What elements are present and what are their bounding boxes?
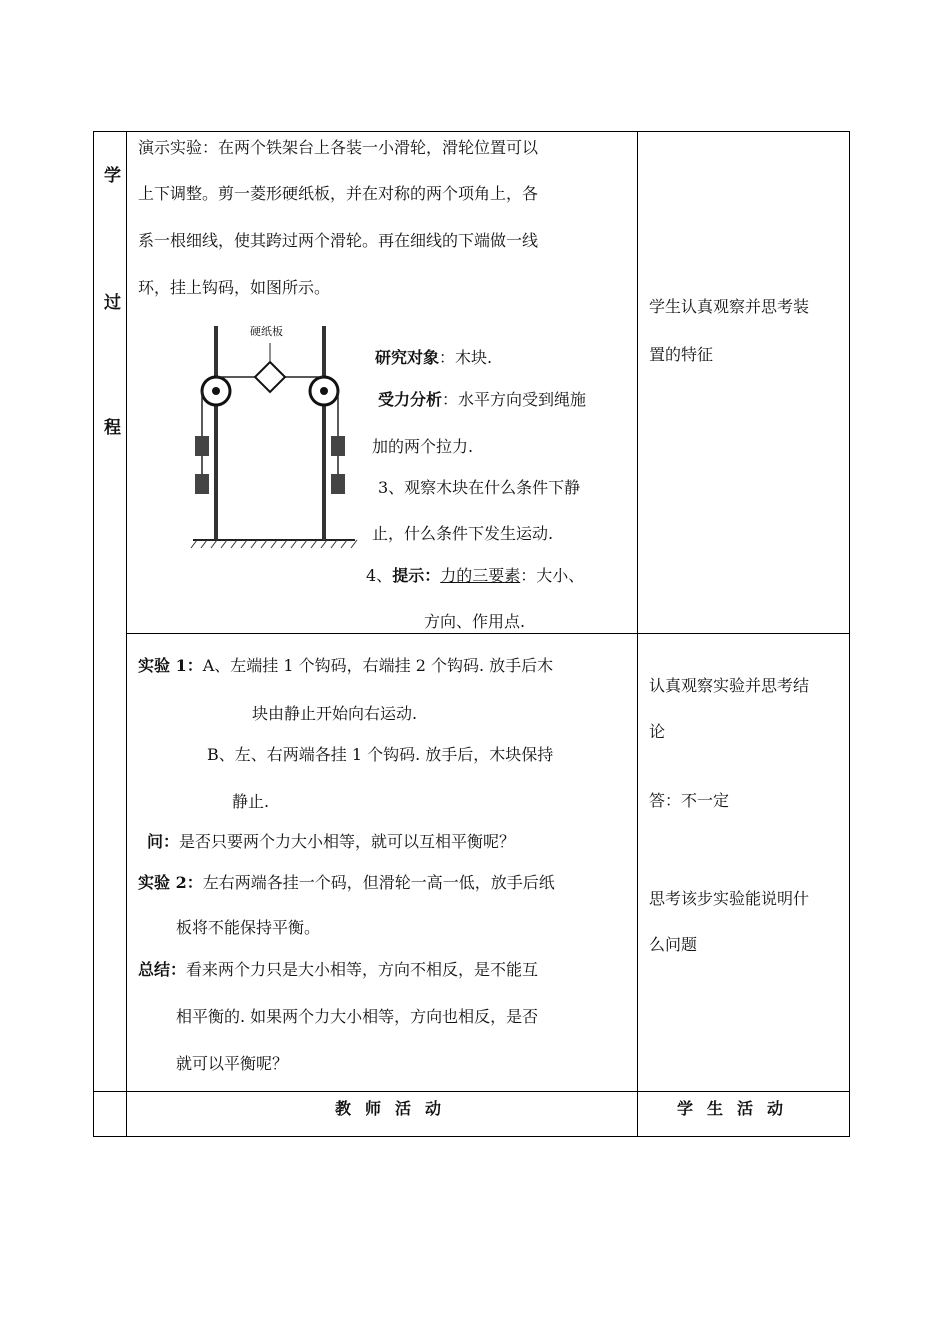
exp1-label: 实验 1：: [138, 656, 203, 675]
question-text: 是否只要两个力大小相等，就可以互相平衡呢？: [179, 832, 516, 851]
row-label-char-2: 过: [104, 293, 121, 313]
table-right-border: [849, 131, 850, 1137]
research-object: [375, 348, 492, 368]
intro-line-2: 上下调整。剪一菱形硬纸板，并在对称的两个项角上，各: [138, 184, 539, 203]
force-value-line-2: 加的两个拉力.: [372, 437, 474, 456]
exp2-line-2: 板将不能保持平衡。: [176, 918, 321, 937]
summary-line-2: 相平衡的. 如果两个力大小相等，方向也相反，是否: [176, 1007, 539, 1026]
student-note-2-line-1: 认真观察实验并思考结: [649, 676, 810, 695]
footer-divider: [93, 1091, 850, 1092]
exp2-text: 左右两端各挂一个码，但滑轮一高一低，放手后纸: [202, 873, 555, 892]
question-line: [147, 832, 515, 852]
exp1-a-line-1: [138, 656, 553, 676]
summary-line-3: 就可以平衡呢？: [176, 1054, 289, 1073]
student-note-2-line-4: 么问题: [649, 935, 698, 954]
hint-line-1: [366, 566, 584, 586]
table-left-border: [93, 131, 94, 1137]
row-divider: [126, 633, 850, 634]
exp1-b-line-2: 静止.: [232, 792, 270, 811]
student-note-1-line-2: 置的特征: [649, 345, 714, 364]
force-analysis: [378, 390, 586, 410]
row-label-char-3: 程: [104, 418, 121, 438]
exp1-b-line-1: B、左、右两端各挂 1 个钩码. 放手后，木块保持: [207, 745, 554, 764]
hint-rest: ：大小、: [520, 566, 585, 585]
hint-label: 提示：: [392, 566, 441, 585]
summary-label: 总结：: [138, 960, 187, 979]
exp2-line-1: [138, 873, 555, 893]
table-top-border: [93, 131, 850, 132]
question-label: 问：: [147, 832, 180, 851]
column-divider-1: [126, 131, 127, 1137]
intro-line-3: 系一根细线，使其跨过两个滑轮。再在细线的下端做一线: [138, 231, 539, 250]
force-label: 受力分析: [378, 390, 443, 409]
hint-term: 力的三要素: [440, 566, 521, 585]
intro-line-4: 环，挂上钩码，如图所示。: [138, 278, 331, 297]
student-activity-header: 学生活动: [677, 1099, 798, 1118]
item3-line-2: 止，什么条件下发生运动.: [372, 524, 554, 543]
column-divider-2: [637, 131, 638, 1137]
force-value: ：水平方向受到绳施: [442, 390, 587, 409]
research-label: 研究对象: [375, 348, 440, 367]
student-note-2-line-2: 论: [649, 722, 666, 741]
figure-board-label: 硬纸板: [250, 325, 283, 338]
hint-line-2: 方向、作用点.: [424, 612, 526, 631]
intro-line-1: 演示实验：在两个铁架台上各装一小滑轮，滑轮位置可以: [138, 138, 539, 157]
student-note-2-line-3: 思考该步实验能说明什: [649, 889, 810, 908]
summary-line-1: [138, 960, 538, 980]
exp1-a-line-2: 块由静止开始向右运动.: [252, 704, 418, 723]
summary-text: 看来两个力只是大小相等，方向不相反，是不能互: [186, 960, 539, 979]
hint-number: 4、: [366, 566, 393, 585]
table-bottom-border: [93, 1136, 850, 1137]
exp2-label: 实验 2：: [138, 873, 203, 892]
row-label-char-1: 学: [104, 166, 121, 186]
pulley-apparatus-figure: [185, 318, 365, 556]
student-note-1-line-1: 学生认真观察并思考装: [649, 297, 810, 316]
item3-line-1: 3、观察木块在什么条件下静: [378, 478, 581, 497]
teacher-activity-header: 教师活动: [335, 1099, 456, 1118]
research-value: ：木块.: [439, 348, 493, 367]
exp1-a-text: A、左端挂 1 个钩码，右端挂 2 个钩码. 放手后木: [202, 656, 554, 675]
student-answer: 答：不一定: [649, 791, 730, 810]
